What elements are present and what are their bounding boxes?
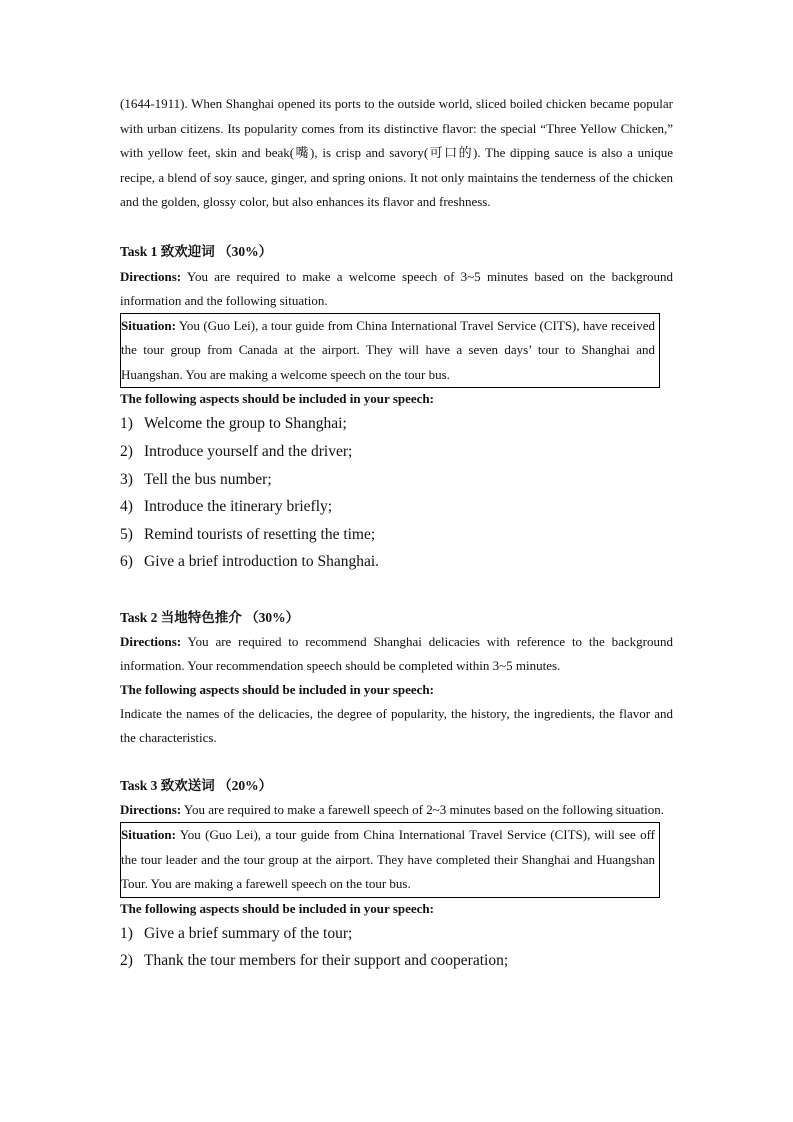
task1-situation-label: Situation: <box>121 317 176 333</box>
list-item <box>120 410 673 438</box>
task1-aspects-list <box>120 410 673 576</box>
task2-title: Task 2 当地特色推介 （30%） <box>120 610 300 626</box>
task3-aspects-title: The following aspects should be included in your speech: <box>120 900 434 916</box>
list-item <box>120 466 673 494</box>
item-number: 2) <box>120 443 133 461</box>
list-item <box>120 947 673 975</box>
list-item <box>120 438 673 466</box>
list-item <box>120 548 673 576</box>
item-number: 6) <box>120 553 133 571</box>
task3-aspects-list <box>120 920 673 975</box>
task3-directions <box>120 798 673 822</box>
task3-situation-text: You (Guo Lei), a tour guide from China International Travel Service (CITS), will see off the tour leader and the tour group at the airport. They have completed their Shanghai and Huangshan Tour. You are making a farewell speech on the tour bus. <box>121 827 655 892</box>
task3-directions-text: You are required to make a farewell speech of 2~3 minutes based on the following situation. <box>181 802 664 818</box>
task3-situation <box>121 823 655 897</box>
item-text: Tell the bus number; <box>144 470 272 488</box>
list-item <box>120 920 673 948</box>
item-number: 1) <box>120 415 133 433</box>
task1-directions-text: You are required to make a welcome speech of 3~5 minutes based on the background information and the following situation. <box>120 268 673 308</box>
task1-situation-text: You (Guo Lei), a tour guide from China International Travel Service (CITS), have received the tour group from Canada at the airport. They will have a seven days’ tour to Shanghai and Huangshan. You are making a welcome speech on the tour bus. <box>121 317 655 382</box>
task3-situation-label: Situation: <box>121 827 176 843</box>
item-number: 5) <box>120 525 133 543</box>
intro-paragraph: (1644-1911). When Shanghai opened its ports to the outside world, sliced boiled chicken became popular with urban citizens. Its popularity comes from its distinctive flavor: the special “Three Yellow Chicken,” with yellow feet, skin and beak(嘴), is crisp and savory(可口的). The dipping sauce is also a unique recipe, a blend of soy sauce, ginger, and spring onions. It not only maintains the tenderness of the chicken and the golden, glossy color, but also enhances its flavor and freshness. <box>120 96 673 210</box>
item-number: 2) <box>120 952 133 970</box>
item-text: Give a brief summary of the tour; <box>144 924 353 942</box>
task1-aspects-title: The following aspects should be included in your speech: <box>120 391 434 407</box>
task2-directions-text: You are required to recommend Shanghai delicacies with reference to the background information. Your recommendation speech should be completed within 3~5 minutes. <box>120 634 673 674</box>
task1-title: Task 1 致欢迎词 （30%） <box>120 243 273 259</box>
task3-directions-label: Directions: <box>120 802 182 818</box>
item-number: 1) <box>120 924 133 942</box>
task1-directions-label: Directions: <box>120 268 182 284</box>
item-text: Remind tourists of resetting the time; <box>144 525 376 543</box>
item-number: 3) <box>120 470 133 488</box>
list-item <box>120 521 673 549</box>
task2-aspects-title: The following aspects should be included in your speech: <box>120 682 434 698</box>
task3-title: Task 3 致欢送词 （20%） <box>120 778 273 794</box>
task3-situation-box <box>120 822 660 898</box>
task2-directions-label: Directions: <box>120 634 182 650</box>
task2-aspects-text: Indicate the names of the delicacies, the degree of popularity, the history, the ingredients, the flavor and the characteristics. <box>120 706 673 746</box>
item-text: Welcome the group to Shanghai; <box>144 415 347 433</box>
item-text: Thank the tour members for their support and cooperation; <box>144 952 509 970</box>
task1-situation <box>121 314 655 388</box>
document-page <box>120 92 673 975</box>
task2-directions <box>120 630 673 678</box>
item-number: 4) <box>120 498 133 516</box>
item-text: Introduce yourself and the driver; <box>144 443 353 461</box>
list-item <box>120 493 673 521</box>
task1-directions <box>120 265 673 313</box>
item-text: Give a brief introduction to Shanghai. <box>144 553 380 571</box>
task1-situation-box <box>120 313 660 389</box>
item-text: Introduce the itinerary briefly; <box>144 498 333 516</box>
